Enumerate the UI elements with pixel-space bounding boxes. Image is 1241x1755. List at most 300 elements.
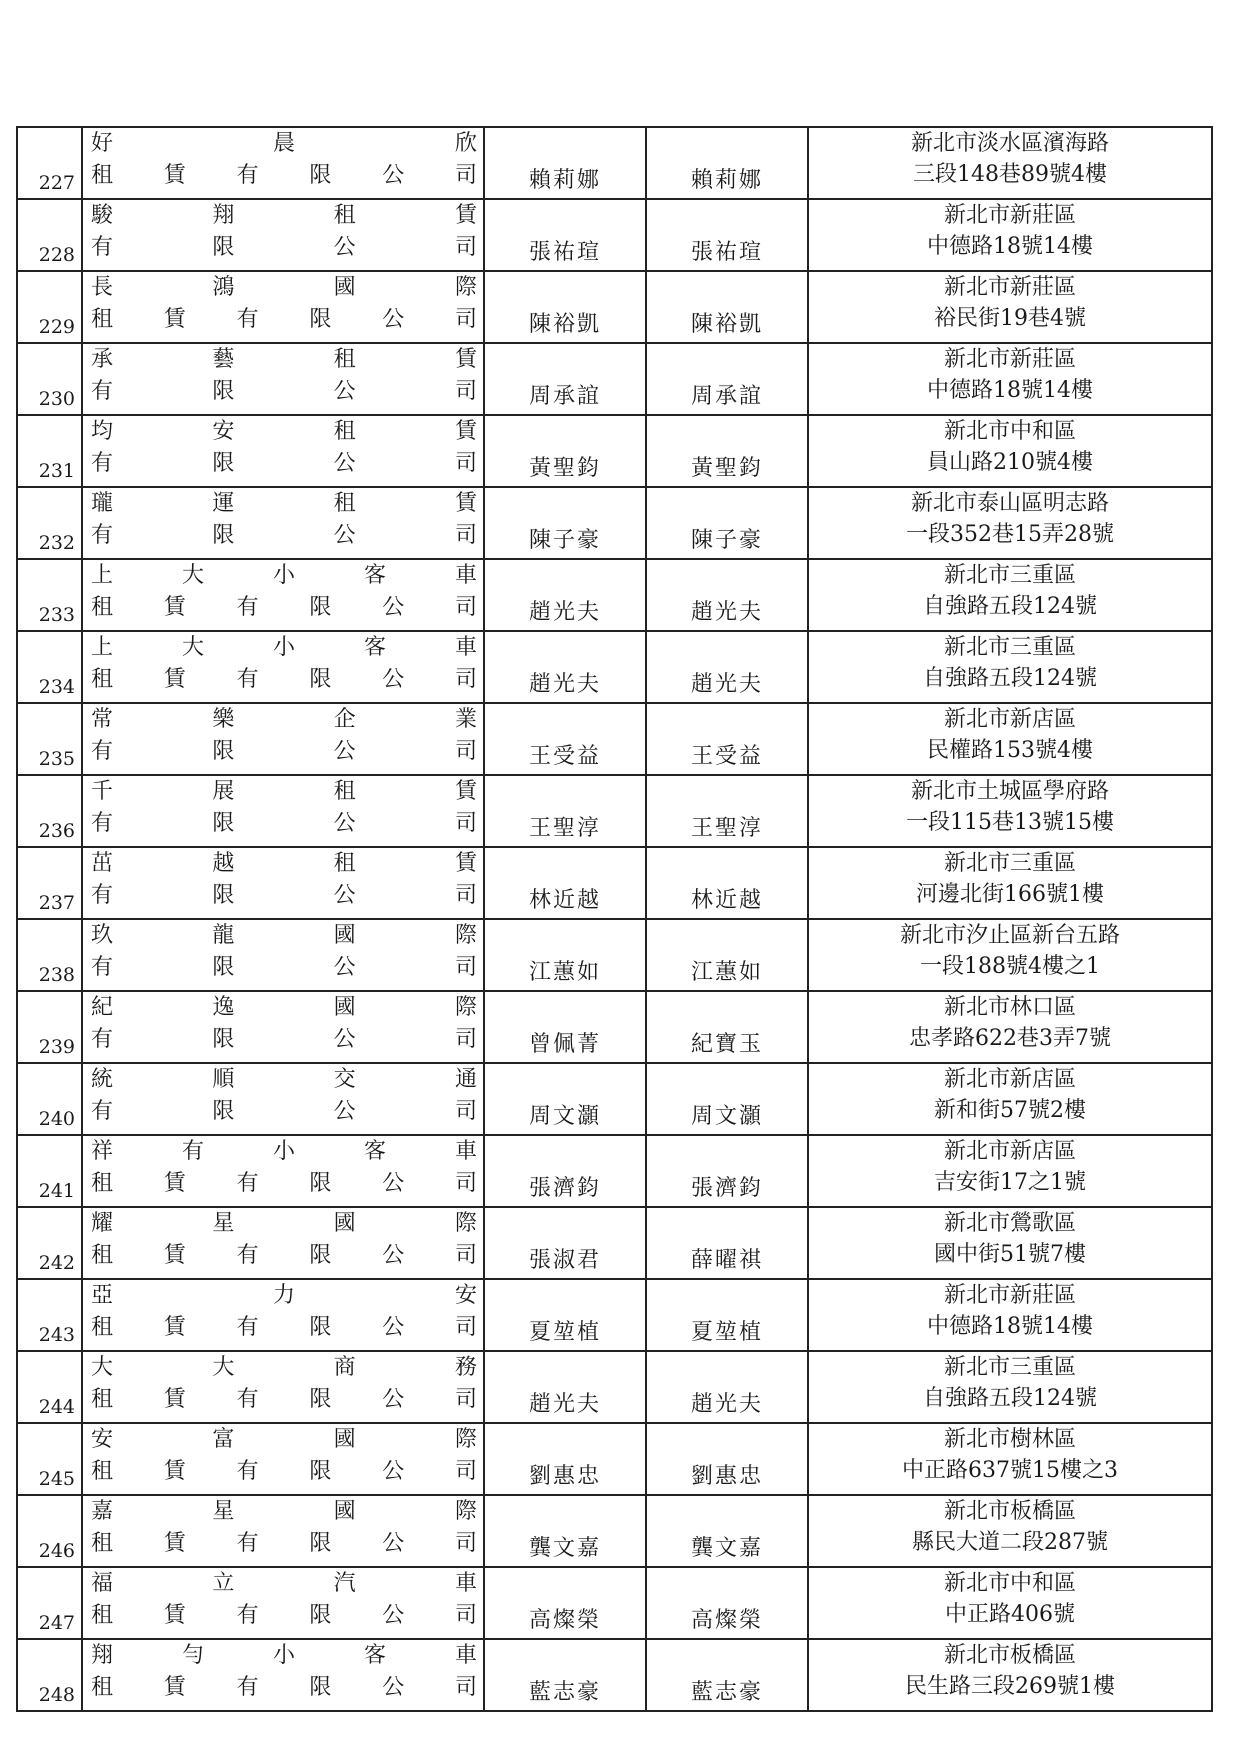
company-name-char: 租 [91, 1459, 114, 1484]
company-name-char: 公 [382, 1531, 405, 1556]
company-name-char: 公 [382, 1675, 405, 1700]
company-name-line [83, 1168, 483, 1200]
company-name-char: 司 [454, 451, 477, 476]
address-cell [808, 1495, 1212, 1567]
address-cell [808, 343, 1212, 415]
company-name-char: 限 [309, 1603, 332, 1628]
company-name-char: 大 [181, 563, 204, 588]
address-line: 民權路153號4樓 [927, 738, 1093, 763]
company-name-char: 力 [272, 1283, 295, 1308]
table-row [17, 199, 1212, 271]
row-number: 246 [17, 1495, 82, 1567]
company-name-line [83, 272, 483, 304]
company-name-char: 有 [236, 307, 259, 332]
row-number: 247 [17, 1567, 82, 1639]
company-name-line [83, 376, 483, 408]
company-name-char: 公 [333, 883, 356, 908]
company-name-cell [82, 631, 484, 703]
company-name-char: 企 [333, 707, 356, 732]
company-name-char: 司 [454, 163, 477, 188]
company-name-char: 有 [91, 523, 114, 548]
company-name-char: 車 [454, 635, 477, 660]
table-row [17, 559, 1212, 631]
table-row [17, 1063, 1212, 1135]
address-line: 新北市鶯歌區 [943, 1211, 1076, 1236]
company-name-char: 公 [382, 1387, 405, 1412]
company-name-char: 大 [212, 1355, 235, 1380]
table-row [17, 919, 1212, 991]
company-name-char: 福 [91, 1571, 114, 1596]
row-number: 235 [17, 703, 82, 775]
company-name-line [83, 1312, 483, 1344]
company-name-char: 安 [91, 1427, 114, 1452]
address-line: 裕民街19巷4號 [934, 306, 1086, 331]
table-row [17, 271, 1212, 343]
company-name-char: 小 [272, 563, 295, 588]
company-name-char: 有 [91, 451, 114, 476]
company-name-char: 有 [236, 163, 259, 188]
address-line: 中正路406號 [945, 1602, 1075, 1627]
company-name-char: 司 [454, 1315, 477, 1340]
company-name-char: 藝 [212, 347, 235, 372]
company-name-char: 賃 [163, 1603, 186, 1628]
representative-name: 高燦榮 [484, 1567, 646, 1639]
company-name-char: 安 [454, 1283, 477, 1308]
address-line: 新北市新莊區 [943, 275, 1076, 300]
row-number: 240 [17, 1063, 82, 1135]
company-name-char: 汽 [333, 1571, 356, 1596]
company-name-char: 租 [91, 1531, 114, 1556]
company-name-char: 賃 [454, 779, 477, 804]
company-name-line [83, 1384, 483, 1416]
contact-name: 陳子豪 [646, 487, 808, 559]
table-row [17, 1207, 1212, 1279]
company-name-char: 司 [454, 379, 477, 404]
company-name-char: 司 [454, 739, 477, 764]
company-name-cell [82, 415, 484, 487]
company-name-char: 賃 [454, 203, 477, 228]
company-name-cell [82, 1567, 484, 1639]
contact-name: 張祐瑄 [646, 199, 808, 271]
contact-name: 周文灝 [646, 1063, 808, 1135]
contact-name: 高燦榮 [646, 1567, 808, 1639]
address-line: 中德路18號14樓 [927, 1314, 1093, 1339]
representative-name: 王聖淳 [484, 775, 646, 847]
company-name-char: 有 [91, 235, 114, 260]
company-name-char: 租 [91, 667, 114, 692]
company-name-char: 長 [91, 275, 114, 300]
representative-name: 張淑君 [484, 1207, 646, 1279]
company-name-line [83, 1456, 483, 1488]
company-name-cell [82, 559, 484, 631]
address-line: 新北市三重區 [943, 1355, 1076, 1380]
company-name-char: 駿 [91, 203, 114, 228]
company-name-char: 限 [309, 163, 332, 188]
company-name-char: 賃 [163, 1171, 186, 1196]
company-name-char: 賃 [163, 667, 186, 692]
company-name-char: 通 [454, 1067, 477, 1092]
address-cell [808, 487, 1212, 559]
company-name-line [83, 160, 483, 192]
table-body [17, 127, 1212, 1711]
company-name-char: 公 [382, 1603, 405, 1628]
address-line: 忠孝路622巷3弄7號 [909, 1026, 1111, 1051]
address-line: 自強路五段124號 [923, 666, 1097, 691]
address-line: 新北市板橋區 [943, 1499, 1076, 1524]
representative-name: 賴莉娜 [484, 127, 646, 199]
address-cell [808, 559, 1212, 631]
representative-name: 趙光夫 [484, 1351, 646, 1423]
company-name-char: 限 [309, 1459, 332, 1484]
company-name-cell [82, 1639, 484, 1711]
company-name-char: 公 [333, 1027, 356, 1052]
address-cell [808, 199, 1212, 271]
company-name-char: 越 [212, 851, 235, 876]
company-name-char: 國 [333, 995, 356, 1020]
company-name-cell [82, 487, 484, 559]
company-name-char: 限 [212, 1027, 235, 1052]
company-name-char: 限 [212, 451, 235, 476]
company-name-line [83, 448, 483, 480]
company-name-cell [82, 271, 484, 343]
company-name-char: 司 [454, 883, 477, 908]
company-name-line [83, 1024, 483, 1056]
representative-name: 趙光夫 [484, 631, 646, 703]
company-name-line [83, 736, 483, 768]
company-name-cell [82, 703, 484, 775]
representative-name: 王受益 [484, 703, 646, 775]
row-number: 234 [17, 631, 82, 703]
company-name-char: 租 [333, 779, 356, 804]
table-row [17, 343, 1212, 415]
row-number: 239 [17, 991, 82, 1063]
company-name-char: 樂 [212, 707, 235, 732]
company-name-char: 租 [333, 419, 356, 444]
company-name-char: 有 [236, 1675, 259, 1700]
address-line: 新北市三重區 [943, 635, 1076, 660]
company-name-char: 限 [309, 595, 332, 620]
company-name-char: 小 [272, 1139, 295, 1164]
contact-name: 黃聖鈞 [646, 415, 808, 487]
company-name-char: 際 [454, 1499, 477, 1524]
company-name-char: 司 [454, 667, 477, 692]
company-name-char: 司 [454, 1099, 477, 1124]
company-name-cell [82, 1279, 484, 1351]
company-name-cell [82, 919, 484, 991]
company-name-char: 租 [91, 1603, 114, 1628]
company-name-char: 司 [454, 1531, 477, 1556]
company-name-char: 限 [212, 235, 235, 260]
company-name-char: 限 [212, 883, 235, 908]
company-table [16, 126, 1213, 1712]
contact-name: 賴莉娜 [646, 127, 808, 199]
company-name-line [83, 304, 483, 336]
company-name-char: 祥 [91, 1139, 114, 1164]
address-line: 國中街51號7樓 [934, 1242, 1086, 1267]
row-number: 241 [17, 1135, 82, 1207]
address-line: 新北市樹林區 [943, 1427, 1076, 1452]
company-name-char: 小 [272, 635, 295, 660]
company-name-char: 國 [333, 923, 356, 948]
company-name-char: 常 [91, 707, 114, 732]
company-name-cell [82, 1495, 484, 1567]
contact-name: 紀寶玉 [646, 991, 808, 1063]
company-name-char: 公 [333, 955, 356, 980]
company-name-line [83, 848, 483, 880]
company-name-char: 際 [454, 1211, 477, 1236]
company-name-line [83, 952, 483, 984]
company-name-char: 有 [236, 595, 259, 620]
row-number: 238 [17, 919, 82, 991]
representative-name: 周承誼 [484, 343, 646, 415]
company-name-char: 際 [454, 275, 477, 300]
representative-name: 江蕙如 [484, 919, 646, 991]
address-line: 新北市林口區 [943, 995, 1076, 1020]
company-name-line [83, 1600, 483, 1632]
company-name-char: 有 [236, 1603, 259, 1628]
representative-name: 曾佩菁 [484, 991, 646, 1063]
company-name-cell [82, 1063, 484, 1135]
company-name-char: 司 [454, 1027, 477, 1052]
table-row [17, 1639, 1212, 1711]
company-name-char: 際 [454, 995, 477, 1020]
company-name-cell [82, 343, 484, 415]
company-name-char: 翔 [91, 1643, 114, 1668]
table-row [17, 991, 1212, 1063]
company-name-char: 上 [91, 635, 114, 660]
address-line: 河邊北街166號1樓 [916, 882, 1104, 907]
company-name-char: 公 [382, 1171, 405, 1196]
table-row [17, 415, 1212, 487]
company-name-char: 公 [382, 1459, 405, 1484]
company-name-char: 司 [454, 1459, 477, 1484]
representative-name: 趙光夫 [484, 559, 646, 631]
company-name-char: 際 [454, 1427, 477, 1452]
company-name-char: 賃 [163, 1387, 186, 1412]
company-name-char: 勻 [181, 1643, 204, 1668]
company-name-char: 賃 [454, 851, 477, 876]
address-cell [808, 1207, 1212, 1279]
address-line: 新北市淡水區濱海路 [910, 131, 1109, 156]
company-name-char: 公 [333, 451, 356, 476]
address-cell [808, 1639, 1212, 1711]
company-name-cell [82, 127, 484, 199]
company-name-char: 租 [333, 851, 356, 876]
table-row [17, 1135, 1212, 1207]
company-name-cell [82, 991, 484, 1063]
address-cell [808, 1567, 1212, 1639]
representative-name: 黃聖鈞 [484, 415, 646, 487]
company-name-char: 有 [236, 1243, 259, 1268]
company-name-char: 限 [309, 1315, 332, 1340]
company-name-char: 逸 [212, 995, 235, 1020]
contact-name: 薛曜祺 [646, 1207, 808, 1279]
company-name-char: 翔 [212, 203, 235, 228]
company-name-char: 有 [91, 379, 114, 404]
address-cell [808, 1063, 1212, 1135]
company-name-line [83, 232, 483, 264]
address-line: 新北市新店區 [943, 1067, 1076, 1092]
company-name-char: 承 [91, 347, 114, 372]
company-name-char: 玖 [91, 923, 114, 948]
company-name-char: 公 [333, 379, 356, 404]
company-name-char: 司 [454, 523, 477, 548]
company-name-char: 嘉 [91, 1499, 114, 1524]
representative-name: 林近越 [484, 847, 646, 919]
company-name-char: 有 [91, 739, 114, 764]
company-name-char: 星 [212, 1211, 235, 1236]
address-line: 新北市中和區 [943, 419, 1076, 444]
contact-name: 林近越 [646, 847, 808, 919]
row-number: 243 [17, 1279, 82, 1351]
address-line: 新北市新莊區 [943, 347, 1076, 372]
company-name-char: 賃 [163, 1675, 186, 1700]
company-name-char: 有 [91, 955, 114, 980]
company-name-char: 有 [236, 1459, 259, 1484]
company-name-char: 務 [454, 1355, 477, 1380]
table-row [17, 1351, 1212, 1423]
company-name-line [83, 704, 483, 736]
company-name-char: 公 [382, 667, 405, 692]
representative-name: 藍志豪 [484, 1639, 646, 1711]
company-name-char: 鴻 [212, 275, 235, 300]
company-name-char: 國 [333, 275, 356, 300]
address-line: 一段352巷15弄28號 [906, 522, 1114, 547]
company-name-char: 司 [454, 307, 477, 332]
address-line: 新北市泰山區明志路 [910, 491, 1109, 516]
company-name-line [83, 776, 483, 808]
company-name-cell [82, 1423, 484, 1495]
address-line: 中正路637號15樓之3 [902, 1458, 1118, 1483]
company-name-char: 賃 [454, 419, 477, 444]
company-name-char: 賃 [163, 1315, 186, 1340]
company-name-char: 業 [454, 707, 477, 732]
representative-name: 張濟鈞 [484, 1135, 646, 1207]
address-cell [808, 127, 1212, 199]
company-name-char: 租 [91, 595, 114, 620]
address-line: 三段148巷89號4樓 [913, 162, 1107, 187]
table-row [17, 847, 1212, 919]
company-name-line [83, 808, 483, 840]
address-cell [808, 1135, 1212, 1207]
address-line: 員山路210號4樓 [927, 450, 1093, 475]
company-name-char: 有 [236, 1315, 259, 1340]
company-name-char: 賃 [454, 491, 477, 516]
table-row [17, 631, 1212, 703]
contact-name: 陳裕凱 [646, 271, 808, 343]
company-name-char: 有 [236, 1387, 259, 1412]
row-number: 242 [17, 1207, 82, 1279]
table-row [17, 1495, 1212, 1567]
table-row [17, 1423, 1212, 1495]
company-name-char: 際 [454, 923, 477, 948]
address-line: 新北市新店區 [943, 1139, 1076, 1164]
company-name-char: 車 [454, 1643, 477, 1668]
company-name-char: 賃 [163, 1531, 186, 1556]
company-name-line [83, 1528, 483, 1560]
company-name-char: 均 [91, 419, 114, 444]
company-name-char: 車 [454, 563, 477, 588]
company-name-char: 客 [363, 1139, 386, 1164]
address-cell [808, 919, 1212, 991]
company-name-cell [82, 1207, 484, 1279]
representative-name: 張祐瑄 [484, 199, 646, 271]
address-line: 新北市土城區學府路 [910, 779, 1109, 804]
company-name-char: 租 [91, 1315, 114, 1340]
company-name-line [83, 128, 483, 160]
company-name-char: 有 [91, 1099, 114, 1124]
company-name-char: 賃 [163, 1243, 186, 1268]
contact-name: 夏堃植 [646, 1279, 808, 1351]
company-name-char: 好 [91, 131, 114, 156]
table-row [17, 703, 1212, 775]
company-name-line [83, 992, 483, 1024]
company-name-char: 限 [309, 667, 332, 692]
company-name-char: 賃 [163, 307, 186, 332]
company-name-char: 耀 [91, 1211, 114, 1236]
company-name-char: 車 [454, 1571, 477, 1596]
company-name-char: 國 [333, 1427, 356, 1452]
company-name-line [83, 344, 483, 376]
company-name-cell [82, 1351, 484, 1423]
row-number: 236 [17, 775, 82, 847]
company-name-char: 租 [91, 1171, 114, 1196]
table-row [17, 1567, 1212, 1639]
company-name-char: 公 [333, 235, 356, 260]
contact-name: 王聖淳 [646, 775, 808, 847]
company-name-char: 車 [454, 1139, 477, 1164]
address-cell [808, 1351, 1212, 1423]
company-name-char: 賃 [163, 595, 186, 620]
contact-name: 王受益 [646, 703, 808, 775]
company-name-line [83, 488, 483, 520]
contact-name: 龔文嘉 [646, 1495, 808, 1567]
company-name-char: 小 [272, 1643, 295, 1668]
address-line: 新和街57號2樓 [934, 1098, 1086, 1123]
row-number: 227 [17, 127, 82, 199]
company-name-line [83, 1672, 483, 1704]
address-cell [808, 991, 1212, 1063]
representative-name: 陳裕凱 [484, 271, 646, 343]
company-name-char: 賃 [163, 163, 186, 188]
contact-name: 張濟鈞 [646, 1135, 808, 1207]
company-name-line [83, 1424, 483, 1456]
company-name-line [83, 1240, 483, 1272]
company-name-char: 限 [212, 1099, 235, 1124]
company-name-char: 公 [382, 1315, 405, 1340]
row-number: 229 [17, 271, 82, 343]
company-name-char: 公 [382, 163, 405, 188]
company-name-char: 司 [454, 595, 477, 620]
company-name-char: 紀 [91, 995, 114, 1020]
address-line: 新北市新莊區 [943, 1283, 1076, 1308]
company-name-cell [82, 1135, 484, 1207]
company-name-char: 租 [333, 347, 356, 372]
contact-name: 劉惠忠 [646, 1423, 808, 1495]
company-name-char: 司 [454, 1171, 477, 1196]
address-line: 自強路五段124號 [923, 1386, 1097, 1411]
company-name-line [83, 664, 483, 696]
company-name-char: 租 [333, 491, 356, 516]
company-name-char: 有 [91, 811, 114, 836]
company-name-char: 有 [181, 1139, 204, 1164]
company-name-char: 交 [333, 1067, 356, 1092]
company-name-char: 限 [309, 1171, 332, 1196]
row-number: 237 [17, 847, 82, 919]
company-name-char: 限 [309, 1531, 332, 1556]
row-number: 233 [17, 559, 82, 631]
company-name-line [83, 1568, 483, 1600]
